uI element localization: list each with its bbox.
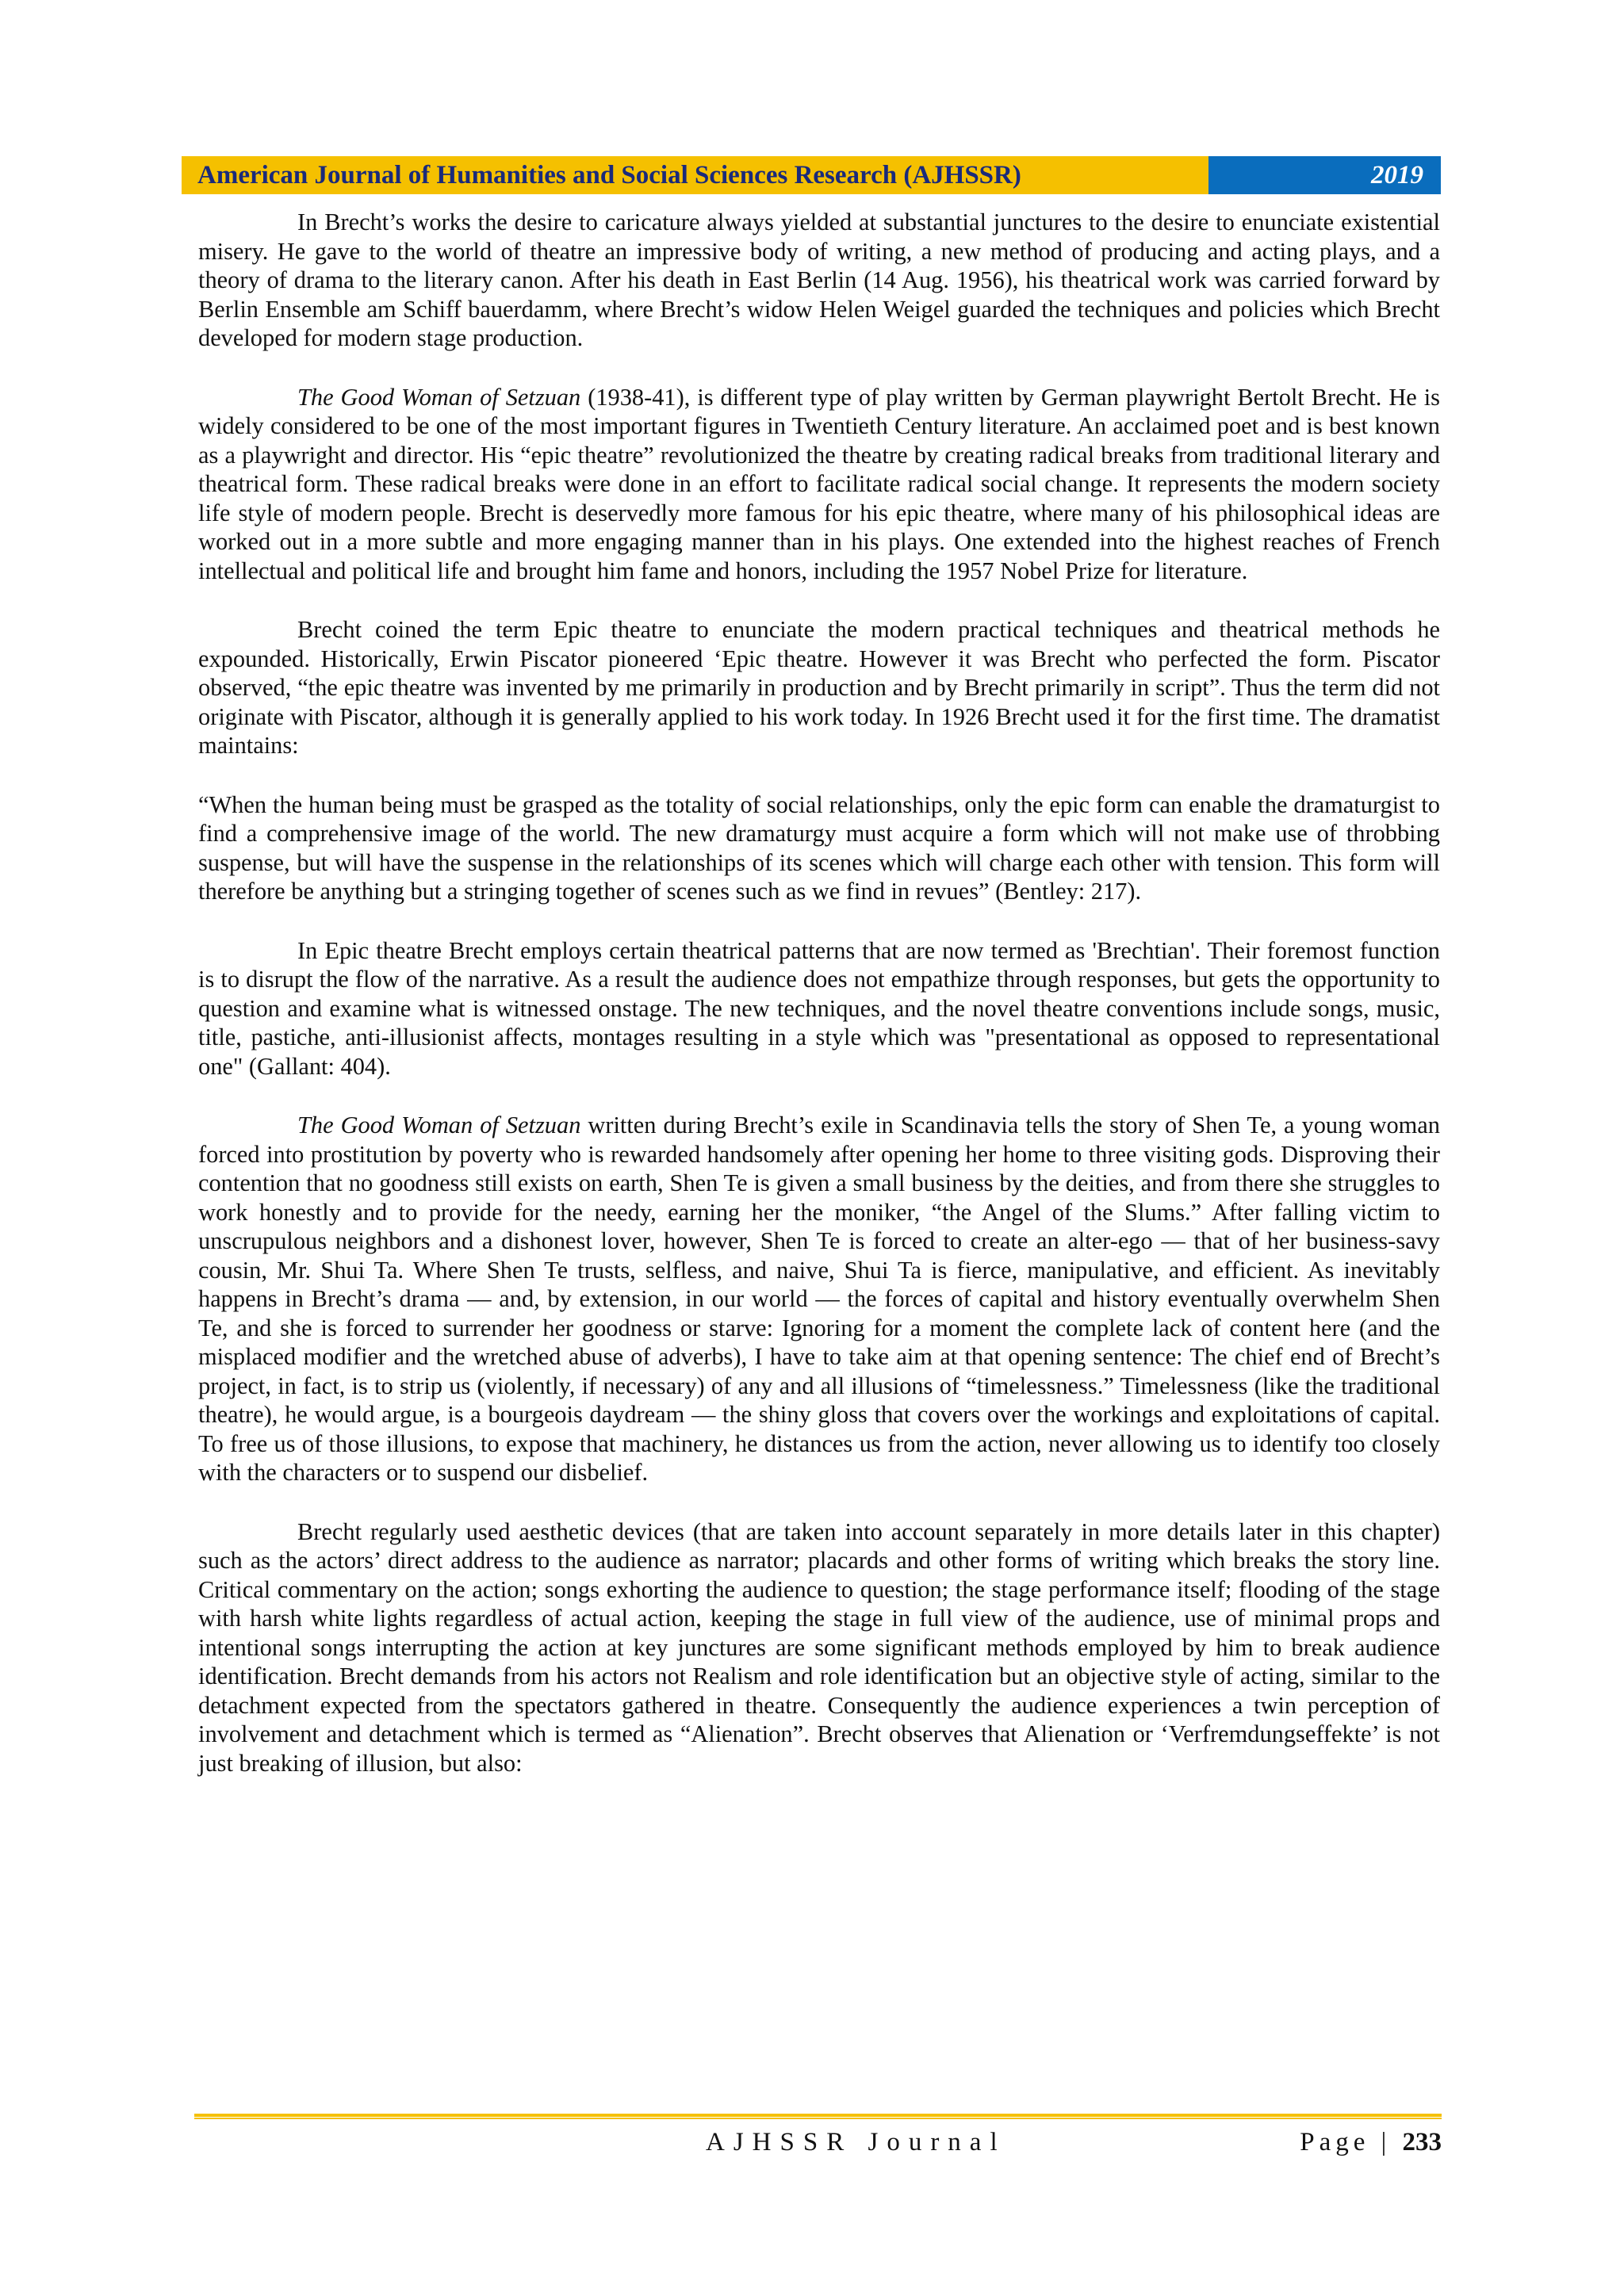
paragraph-6: The Good Woman of Setzuan written during Brecht’s exile in Scandinavia tells the story of Shen Te, a young woman forced into prostitution by poverty who is rewarded handsomely after opening her home to three visiting gods. Disproving their contention that no goodness still exists on earth, Shen Te is given a small business by the deities, and from there she struggles to work honestly and to provide for the needy, earning her the moniker, “the Angel of the Slums.” After falling victim to unscrupulous neighbors and a dishonest lover, however, Shen Te is forced to create an alter-ego — that of her business-savy cousin, Mr. Shui Ta. Where Shen Te trusts, selfless, and naive, Shui Ta is fierce, manipulative, and efficient. As inevitably happens in Brecht’s drama — and, by extension, in our world — the forces of capital and history eventually overwhelm Shen Te, and she is forced to surrender her goodness or starve: Ignoring for a moment the complete lack of content here (and the misplaced modifier and the wretched abuse of adverbs), I have to take aim at that opening sentence: The chief end of Brecht’s project, in fact, is to strip us (violently, if necessary) of any and all illusions of “timelessness.” Timelessness (like the traditional theatre), he would argue, is a bourgeois daydream — the shiny gloss that covers over the workings and exploitations of capital. To free us of those illusions, to expose that machinery, he distances us from the action, never allowing us to identify too closely with the characters or to suspend our disbelief.	[198, 1112, 1440, 1486]
paragraph-3: Brecht coined the term Epic theatre to enunciate the modern practical techniques and theatrical methods he expounded. Historically, Erwin Piscator pioneered ‘Epic theatre. However it was Brecht who perfected the form. Piscator observed, “the epic theatre was invented by me primarily in production and by Brecht primarily in script”. Thus the term did not originate with Piscator, although it is generally applied to his work today. In 1926 Brecht used it for the first time. The dramatist maintains:	[198, 616, 1440, 759]
paragraph-7: Brecht regularly used aesthetic devices (that are taken into account separately in more details later in this chapter) such as the actors’ direct address to the audience as narrator; placards and other forms of writing which breaks the story line. Critical commentary on the action; songs exhorting the audience to question; the stage performance itself; flooding of the stage with harsh white lights regardless of actual action, keeping the stage in full view of the audience, use of minimal props and intentional songs interrupting the action at key junctures are some significant methods employed by him to break audience identification. Brecht demands from his actors not Realism and role identification but an objective style of acting, similar to the detachment expected from the spectators gathered in theatre. Consequently the audience experiences a twin perception of involvement and detachment which is termed as “Alienation”. Brecht observes that Alienation or ‘Verfremdungseffekte’ is not just breaking of illusion, but also:	[198, 1517, 1440, 1777]
page-indicator	[1300, 2125, 1442, 2160]
page-number: 233	[1402, 2128, 1442, 2156]
paragraph-1: In Brecht’s works the desire to caricature always yielded at substantial junctures to the desire to enunciate existential misery. He gave to the world of theatre an impressive body of writing, a new method of producing and acting plays, and a theory of drama to the literary canon. After his death in East Berlin (14 Aug. 1956), his theatrical work was carried forward by Berlin Ensemble am Schiff bauerdamm, where Brecht’s widow Helen Weigel guarded the techniques and policies which Brecht developed for modern stage production.	[198, 209, 1440, 351]
journal-year: 2019	[1208, 156, 1441, 194]
running-footer	[194, 2125, 1442, 2160]
paragraph-5: In Epic theatre Brecht employs certain theatrical patterns that are now termed as 'Brechtian'. Their foremost function is to disrupt the flow of the narrative. As a result the audience does not empathize through responses, but gets the opportunity to question and examine what is witnessed onstage. The new techniques, and the novel theatre conventions include songs, music, title, pastiche, anti-illusionist affects, montages resulting in a style which was "presentational as opposed to representational one" (Gallant: 404).	[198, 936, 1440, 1080]
play-title: The Good Woman of Setzuan	[297, 383, 581, 411]
paragraph-2: The Good Woman of Setzuan (1938-41), is different type of play written by German playwright Bertolt Brecht. He is widely considered to be one of the most important figures in Twentieth Century literature. An acclaimed poet and is best known as a playwright and director. His “epic theatre” revolutionized the theatre by creating radical breaks from traditional literary and theatrical form. These radical breaks were done in an effort to facilitate radical social change. It represents the modern society life style of modern people. Brecht is deservedly more famous for his epic theatre, where many of his philosophical ideas are worked out in a more subtle and more engaging manner than in his plays. One extended into the highest reaches of French intellectual and political life and brought him fame and honors, including the 1957 Nobel Prize for literature.	[198, 383, 1440, 584]
article-body	[198, 208, 1440, 1777]
journal-title: American Journal of Humanities and Social Sciences Research (AJHSSR)	[182, 156, 1208, 194]
running-header	[182, 156, 1441, 194]
block-quote: “When the human being must be grasped as the totality of social relationships, only the epic form can enable the dramaturgist to find a comprehensive image of the world. The new dramaturgy must acquire a form which will not make use of throbbing suspense, but will have the suspense in the relationships of its scenes which will charge each other with tension. This form will therefore be anything but a stringing together of scenes such as we find in revues” (Bentley: 217).	[198, 790, 1440, 905]
page-label: Page |	[1300, 2128, 1392, 2156]
footer-journal: AJHSSR Journal	[706, 2128, 1006, 2156]
footer-divider	[194, 2114, 1442, 2119]
play-title: The Good Woman of Setzuan	[297, 1112, 581, 1138]
